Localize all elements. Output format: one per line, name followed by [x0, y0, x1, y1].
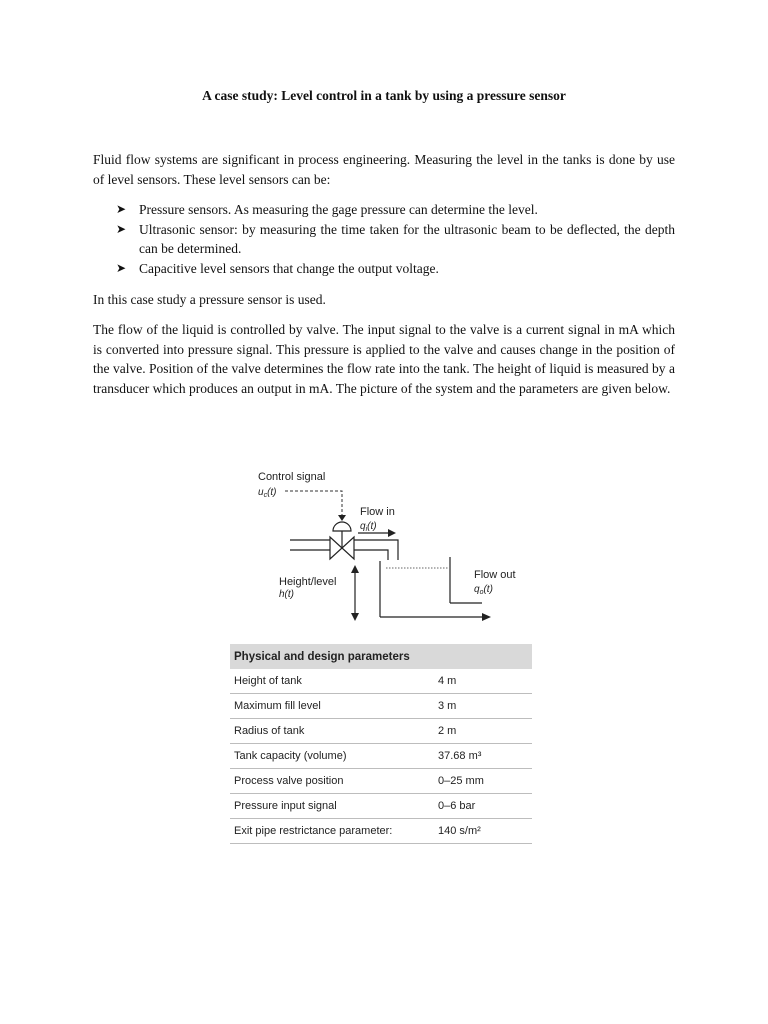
flow-out-variable: $q_o(t)$: [474, 584, 493, 596]
table-row: Height of tank 4 m: [230, 669, 532, 694]
control-signal-label: Control signal: [258, 471, 326, 483]
control-signal-variable: $u_c(t)$: [258, 487, 277, 499]
flow-in-label: Flow in: [360, 506, 395, 518]
table-row: Tank capacity (volume) 37.68 m³: [230, 744, 532, 769]
table-header: Physical and design parameters: [230, 644, 532, 669]
control-arrow-icon: [338, 515, 346, 521]
flow-in-variable: $q_i(t)$: [360, 521, 377, 533]
arrow-bullet-icon: ➤: [116, 221, 127, 236]
page-title: A case study: Level control in a tank by using a pressure sensor: [202, 88, 566, 103]
control-signal-line: [285, 491, 342, 517]
flow-out-arrow-icon: [482, 613, 491, 621]
valve-actuator-icon: [333, 522, 351, 531]
arrow-bullet-icon: ➤: [116, 260, 127, 275]
tank-system-diagram: [250, 465, 520, 625]
case-sentence: In this case study a pressure sensor is used.: [93, 292, 326, 307]
height-variable: h(t): [279, 589, 294, 600]
table-row: Process valve position 0–25 mm: [230, 769, 532, 794]
intro-paragraph: Fluid flow systems are significant in process engineering. Measuring the level in the tanks is done by use of level sensors. These level sensors can be:: [93, 152, 675, 187]
list-item: ➤ Ultrasonic sensor: by measuring the time taken for the ultrasonic beam to be deflected, the depth can be determined.: [116, 221, 675, 256]
height-label: Height/level: [279, 576, 337, 588]
sensor-list: [116, 200, 675, 278]
height-arrow-down-icon: [351, 613, 359, 621]
arrow-bullet-icon: ➤: [116, 202, 127, 216]
flow-out-label: Flow out: [474, 569, 516, 581]
table-row: Radius of tank 2 m: [230, 719, 532, 744]
description-paragraph: The flow of the liquid is controlled by valve. The input signal to the valve is a current signal in mA which is converted into pressure signal. This pressure is applied to the valve and causes change in the position of the valve. Position of the valve determines the flow rate into the tank. The height of liquid is measured by a transducer which produces an output in mA. The picture of the system and the parameters are given below.: [93, 322, 675, 396]
list-item: ➤ Pressure sensors. As measuring the gage pressure can determine the level.: [116, 200, 675, 220]
parameters-table: [230, 644, 532, 844]
table-row: Exit pipe restrictance parameter: 140 s/m²: [230, 819, 532, 844]
valve-icon: [330, 537, 342, 559]
flow-in-arrow-icon: [388, 529, 396, 537]
list-item: ➤ Capacitive level sensors that change the output voltage.: [116, 259, 675, 279]
height-arrow-up-icon: [351, 565, 359, 573]
table-row: Maximum fill level 3 m: [230, 694, 532, 719]
table-row: Pressure input signal 0–6 bar: [230, 794, 532, 819]
